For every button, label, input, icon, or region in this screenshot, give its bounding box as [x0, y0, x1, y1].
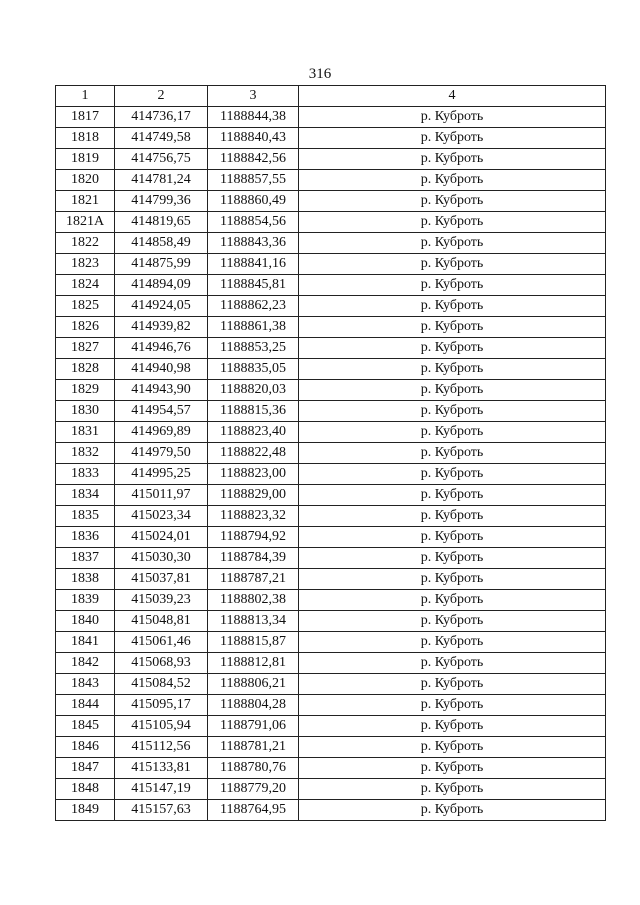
x-coordinate-cell: 415024,01	[115, 527, 208, 548]
column-header-x-coordinate: 2	[115, 86, 208, 107]
point-number-cell: 1824	[56, 275, 115, 296]
point-number-cell: 1846	[56, 737, 115, 758]
point-number-cell: 1832	[56, 443, 115, 464]
x-coordinate-cell: 415037,81	[115, 569, 208, 590]
table-row	[56, 254, 606, 275]
x-coordinate-cell: 415112,56	[115, 737, 208, 758]
x-coordinate-cell: 414995,25	[115, 464, 208, 485]
y-coordinate-cell: 1188780,76	[208, 758, 299, 779]
point-number-cell: 1843	[56, 674, 115, 695]
y-coordinate-cell: 1188841,16	[208, 254, 299, 275]
y-coordinate-cell: 1188853,25	[208, 338, 299, 359]
x-coordinate-cell: 415147,19	[115, 779, 208, 800]
y-coordinate-cell: 1188820,03	[208, 380, 299, 401]
description-cell: р. Куброть	[299, 359, 606, 380]
table-row	[56, 779, 606, 800]
point-number-cell: 1835	[56, 506, 115, 527]
y-coordinate-cell: 1188802,38	[208, 590, 299, 611]
point-number-cell: 1845	[56, 716, 115, 737]
x-coordinate-cell: 415030,30	[115, 548, 208, 569]
y-coordinate-cell: 1188764,95	[208, 800, 299, 821]
table-row	[56, 632, 606, 653]
page-number: 316	[308, 66, 332, 82]
description-cell: р. Куброть	[299, 254, 606, 275]
description-cell: р. Куброть	[299, 149, 606, 170]
description-cell: р. Куброть	[299, 296, 606, 317]
y-coordinate-cell: 1188787,21	[208, 569, 299, 590]
description-cell: р. Куброть	[299, 380, 606, 401]
x-coordinate-cell: 415105,94	[115, 716, 208, 737]
point-number-cell: 1829	[56, 380, 115, 401]
description-cell: р. Куброть	[299, 758, 606, 779]
y-coordinate-cell: 1188815,87	[208, 632, 299, 653]
table-row	[56, 800, 606, 821]
y-coordinate-cell: 1188812,81	[208, 653, 299, 674]
description-cell: р. Куброть	[299, 506, 606, 527]
table-row	[56, 506, 606, 527]
description-cell: р. Куброть	[299, 170, 606, 191]
point-number-cell: 1830	[56, 401, 115, 422]
description-cell: р. Куброть	[299, 653, 606, 674]
description-cell: р. Куброть	[299, 128, 606, 149]
table-row	[56, 149, 606, 170]
point-number-cell: 1827	[56, 338, 115, 359]
table-row	[56, 548, 606, 569]
table-row	[56, 296, 606, 317]
point-number-cell: 1828	[56, 359, 115, 380]
description-cell: р. Куброть	[299, 779, 606, 800]
table-row	[56, 212, 606, 233]
point-number-cell: 1817	[56, 107, 115, 128]
y-coordinate-cell: 1188857,55	[208, 170, 299, 191]
table-row	[56, 443, 606, 464]
x-coordinate-cell: 414943,90	[115, 380, 208, 401]
y-coordinate-cell: 1188791,06	[208, 716, 299, 737]
table-row	[56, 485, 606, 506]
description-cell: р. Куброть	[299, 695, 606, 716]
table-row	[56, 107, 606, 128]
table-row	[56, 758, 606, 779]
description-cell: р. Куброть	[299, 632, 606, 653]
point-number-cell: 1848	[56, 779, 115, 800]
coordinates-table	[55, 85, 606, 821]
x-coordinate-cell: 414894,09	[115, 275, 208, 296]
x-coordinate-cell: 414875,99	[115, 254, 208, 275]
x-coordinate-cell: 414736,17	[115, 107, 208, 128]
table-header-row	[56, 86, 606, 107]
y-coordinate-cell: 1188781,21	[208, 737, 299, 758]
table-row	[56, 716, 606, 737]
column-header-description: 4	[299, 86, 606, 107]
y-coordinate-cell: 1188843,36	[208, 233, 299, 254]
y-coordinate-cell: 1188822,48	[208, 443, 299, 464]
table-row	[56, 464, 606, 485]
description-cell: р. Куброть	[299, 548, 606, 569]
y-coordinate-cell: 1188823,00	[208, 464, 299, 485]
description-cell: р. Куброть	[299, 527, 606, 548]
y-coordinate-cell: 1188840,43	[208, 128, 299, 149]
table-row	[56, 317, 606, 338]
y-coordinate-cell: 1188823,40	[208, 422, 299, 443]
y-coordinate-cell: 1188779,20	[208, 779, 299, 800]
x-coordinate-cell: 414756,75	[115, 149, 208, 170]
y-coordinate-cell: 1188845,81	[208, 275, 299, 296]
x-coordinate-cell: 414819,65	[115, 212, 208, 233]
table-row	[56, 590, 606, 611]
point-number-cell: 1840	[56, 611, 115, 632]
description-cell: р. Куброть	[299, 590, 606, 611]
point-number-cell: 1849	[56, 800, 115, 821]
x-coordinate-cell: 414946,76	[115, 338, 208, 359]
description-cell: р. Куброть	[299, 107, 606, 128]
y-coordinate-cell: 1188794,92	[208, 527, 299, 548]
description-cell: р. Куброть	[299, 401, 606, 422]
x-coordinate-cell: 415039,23	[115, 590, 208, 611]
description-cell: р. Куброть	[299, 317, 606, 338]
y-coordinate-cell: 1188842,56	[208, 149, 299, 170]
point-number-cell: 1847	[56, 758, 115, 779]
description-cell: р. Куброть	[299, 191, 606, 212]
point-number-cell: 1822	[56, 233, 115, 254]
y-coordinate-cell: 1188804,28	[208, 695, 299, 716]
y-coordinate-cell: 1188806,21	[208, 674, 299, 695]
point-number-cell: 1818	[56, 128, 115, 149]
y-coordinate-cell: 1188854,56	[208, 212, 299, 233]
x-coordinate-cell: 415068,93	[115, 653, 208, 674]
x-coordinate-cell: 414969,89	[115, 422, 208, 443]
column-header-point-number: 1	[56, 86, 115, 107]
table-row	[56, 527, 606, 548]
description-cell: р. Куброть	[299, 464, 606, 485]
x-coordinate-cell: 414781,24	[115, 170, 208, 191]
table-row	[56, 128, 606, 149]
point-number-cell: 1839	[56, 590, 115, 611]
description-cell: р. Куброть	[299, 737, 606, 758]
table-row	[56, 170, 606, 191]
description-cell: р. Куброть	[299, 716, 606, 737]
table-body	[56, 107, 606, 821]
table-row	[56, 653, 606, 674]
table-row	[56, 359, 606, 380]
y-coordinate-cell: 1188844,38	[208, 107, 299, 128]
description-cell: р. Куброть	[299, 233, 606, 254]
table-row	[56, 422, 606, 443]
x-coordinate-cell: 415048,81	[115, 611, 208, 632]
x-coordinate-cell: 415133,81	[115, 758, 208, 779]
y-coordinate-cell: 1188861,38	[208, 317, 299, 338]
point-number-cell: 1823	[56, 254, 115, 275]
y-coordinate-cell: 1188815,36	[208, 401, 299, 422]
point-number-cell: 1844	[56, 695, 115, 716]
point-number-cell: 1821	[56, 191, 115, 212]
point-number-cell: 1841	[56, 632, 115, 653]
x-coordinate-cell: 414924,05	[115, 296, 208, 317]
point-number-cell: 1833	[56, 464, 115, 485]
table-row	[56, 737, 606, 758]
point-number-cell: 1826	[56, 317, 115, 338]
description-cell: р. Куброть	[299, 338, 606, 359]
point-number-cell: 1842	[56, 653, 115, 674]
column-header-y-coordinate: 3	[208, 86, 299, 107]
description-cell: р. Куброть	[299, 485, 606, 506]
table-row	[56, 401, 606, 422]
y-coordinate-cell: 1188835,05	[208, 359, 299, 380]
x-coordinate-cell: 414979,50	[115, 443, 208, 464]
x-coordinate-cell: 414940,98	[115, 359, 208, 380]
description-cell: р. Куброть	[299, 569, 606, 590]
y-coordinate-cell: 1188860,49	[208, 191, 299, 212]
point-number-cell: 1821А	[56, 212, 115, 233]
point-number-cell: 1819	[56, 149, 115, 170]
x-coordinate-cell: 415023,34	[115, 506, 208, 527]
table-row	[56, 191, 606, 212]
description-cell: р. Куброть	[299, 443, 606, 464]
table-row	[56, 611, 606, 632]
x-coordinate-cell: 415011,97	[115, 485, 208, 506]
table-row	[56, 569, 606, 590]
table-row	[56, 695, 606, 716]
table-row	[56, 674, 606, 695]
point-number-cell: 1838	[56, 569, 115, 590]
description-cell: р. Куброть	[299, 800, 606, 821]
description-cell: р. Куброть	[299, 422, 606, 443]
point-number-cell: 1834	[56, 485, 115, 506]
point-number-cell: 1836	[56, 527, 115, 548]
y-coordinate-cell: 1188862,23	[208, 296, 299, 317]
point-number-cell: 1831	[56, 422, 115, 443]
description-cell: р. Куброть	[299, 275, 606, 296]
table-row	[56, 233, 606, 254]
x-coordinate-cell: 414939,82	[115, 317, 208, 338]
description-cell: р. Куброть	[299, 611, 606, 632]
y-coordinate-cell: 1188784,39	[208, 548, 299, 569]
y-coordinate-cell: 1188823,32	[208, 506, 299, 527]
x-coordinate-cell: 414799,36	[115, 191, 208, 212]
point-number-cell: 1820	[56, 170, 115, 191]
x-coordinate-cell: 415061,46	[115, 632, 208, 653]
y-coordinate-cell: 1188829,00	[208, 485, 299, 506]
point-number-cell: 1825	[56, 296, 115, 317]
x-coordinate-cell: 415095,17	[115, 695, 208, 716]
table-row	[56, 380, 606, 401]
x-coordinate-cell: 414749,58	[115, 128, 208, 149]
x-coordinate-cell: 414954,57	[115, 401, 208, 422]
x-coordinate-cell: 414858,49	[115, 233, 208, 254]
description-cell: р. Куброть	[299, 212, 606, 233]
x-coordinate-cell: 415084,52	[115, 674, 208, 695]
table-row	[56, 275, 606, 296]
x-coordinate-cell: 415157,63	[115, 800, 208, 821]
point-number-cell: 1837	[56, 548, 115, 569]
y-coordinate-cell: 1188813,34	[208, 611, 299, 632]
table-row	[56, 338, 606, 359]
description-cell: р. Куброть	[299, 674, 606, 695]
